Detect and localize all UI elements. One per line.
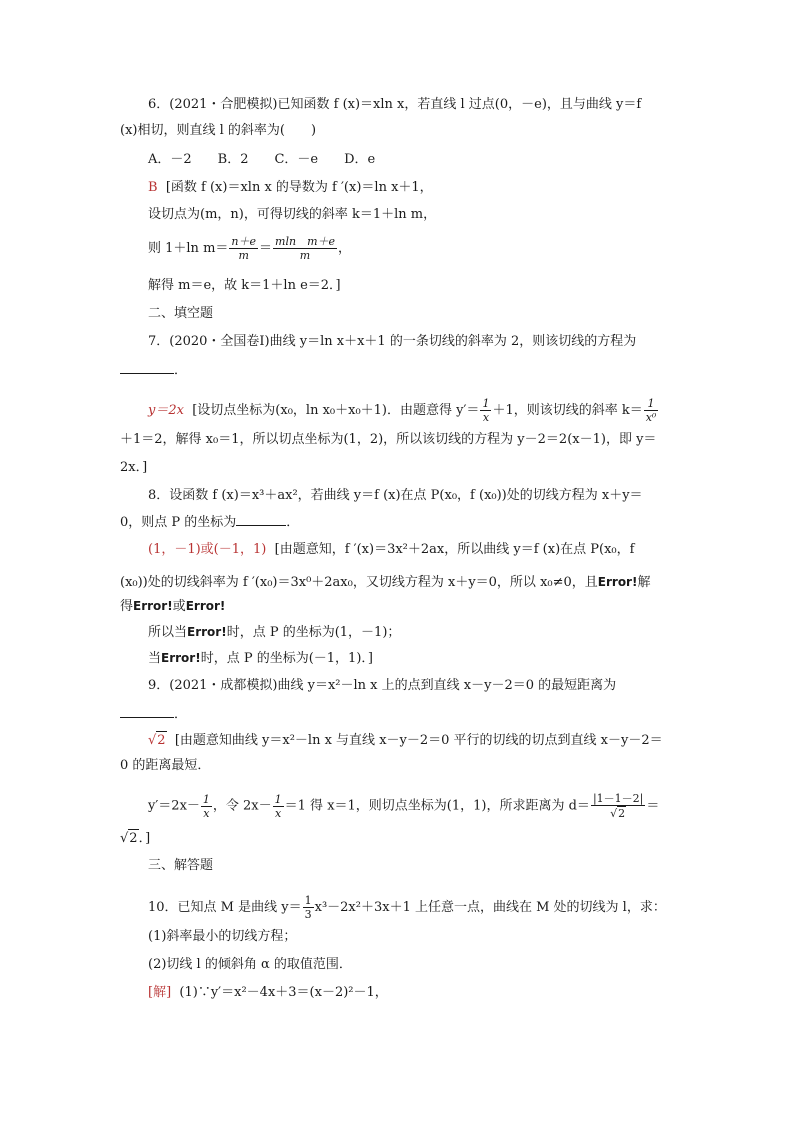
q7-stem-end: ． [174, 363, 188, 378]
q9-dist-num: |1－1－2| [592, 792, 644, 805]
q7-sol1-a: [设切点坐标为(x₀，ln x₀＋x₀＋1)．由题意得 y′＝ [192, 403, 480, 418]
q8-solution-line1 [148, 541, 634, 559]
q8-stem-line1: 8．设函数 f (x)＝x³＋ax²，若曲线 y＝f (x)在点 P(x₀，f (x₀))处的切线方程为 x＋y＝ [148, 488, 643, 503]
q8-sol2-a: (x₀))处的切线斜率为 f ′(x₀)＝3x⁰＋2ax₀，又切线方程为 x＋y＝0，所以 x₀≠0，且 [120, 575, 598, 590]
q7-solution-line1 [148, 397, 659, 424]
q9-solution-line4: √2．] [120, 831, 151, 846]
q7-sol1-b: ＋1，则该切线的斜率 k＝ [492, 403, 643, 418]
q8-sol2-b: 解 [637, 575, 651, 590]
q7-frac2-num: 1 [644, 397, 659, 411]
q9-sol3-b: ，令 2x－ [212, 798, 272, 814]
q7-frac1-num: 1 [482, 397, 490, 410]
q8-solution-line5 [148, 649, 373, 668]
section-solution-title: 三、解答题 [148, 858, 214, 873]
q9-solution-line1 [148, 731, 663, 750]
q9-sol3-end: ＝ [646, 798, 660, 814]
q8-answer: (1，－1)或(－1，1) [148, 542, 267, 557]
q7-frac2-den: x⁰ [645, 411, 657, 424]
q6-answer-letter: B [148, 180, 158, 195]
q7-frac1-den: x [482, 411, 490, 424]
q8-sol3-a: 得 [120, 599, 134, 614]
q8-sol1-text: [由题意知，f ′(x)＝3x²＋2ax，所以曲线 y＝f (x)在点 P(x₀，f [274, 542, 635, 557]
q8-sol3-or: 或 [172, 599, 186, 614]
q9-stem-line2 [120, 705, 187, 724]
q8-error-marker: Error! [133, 599, 173, 613]
q6-fraction-2 [273, 235, 337, 262]
q6-stem-line1: 6．(2021・合肥模拟)已知函数 f (x)＝xln x，若直线 l 过点(0，－e)，且与曲线 y＝f [148, 97, 642, 112]
q8-stem-line2 [120, 513, 299, 532]
q8-solution-line4 [148, 623, 400, 642]
q6-fraction-1 [229, 235, 258, 262]
section-fill-in-title: 二、填空题 [148, 306, 214, 321]
q9-solution-line3 [148, 792, 659, 820]
q9-dist-den: √2 [610, 807, 626, 820]
q8-sol4-b: 时，点 P 的坐标为(1，－1)； [226, 625, 401, 640]
q9-answer: √2 [148, 733, 166, 748]
q9-answer-blank [120, 705, 174, 718]
q7-fraction-1 [480, 397, 491, 424]
q9-fraction-2 [273, 793, 284, 820]
q6-frac2-den: m [299, 249, 311, 262]
q8-stem2-a: 0，则点 P 的坐标为 [120, 515, 237, 530]
q9-frac1-den: x [203, 806, 210, 820]
q8-error-marker: Error! [161, 651, 201, 665]
q9-sol3-a: y′＝2x－ [148, 798, 200, 814]
q10-stem-b: x³－2x²＋3x＋1 上任意一点，曲线在 M 处的切线为 l，求： [314, 900, 666, 915]
q8-stem2-b: ． [286, 515, 300, 530]
q9-sol4-end: ．] [138, 831, 151, 846]
q6-frac2-num: mln m＋e [275, 235, 336, 248]
q9-stem-end: ． [174, 707, 188, 722]
q9-frac2-num: 1 [274, 792, 282, 806]
q8-solution-line2 [120, 573, 650, 592]
q10-part2: (2)切线 l 的倾斜角 α 的取值范围． [148, 957, 352, 972]
q6-solution-line4: 解得 m＝e，故 k＝1＋ln e＝2．] [148, 278, 341, 293]
q9-frac1-num: 1 [202, 792, 210, 806]
q9-stem-line1: 9．(2021・成都模拟)曲线 y＝x²－ln x 上的点到直线 x－y－2＝0 的最短距离为 [148, 678, 617, 693]
q6-sol1-text: [函数 f (x)＝xln x 的导数为 f ′(x)＝ln x＋1， [165, 180, 433, 195]
q6-sol3-prefix: 则 1＋ln m＝ [148, 241, 229, 256]
q10-part1: (1)斜率最小的切线方程； [148, 929, 297, 944]
q6-sol3-eq: ＝ [259, 241, 273, 256]
q10-solution-line1 [148, 984, 388, 1002]
q9-sol4-radicand: 2 [129, 831, 138, 846]
q8-sol5-a: 当 [148, 651, 162, 666]
q7-solution-line3: 2x．] [120, 460, 148, 475]
q8-error-marker: Error! [187, 625, 227, 639]
q7-stem-line2 [120, 361, 187, 380]
q8-error-marker: Error! [597, 575, 638, 589]
q10-sol1-text: (1)∵y′＝x²－4x＋3＝(x－2)²－1， [179, 985, 388, 1000]
q6-solution-line3 [148, 235, 351, 262]
q10-jie-label: [解] [148, 985, 172, 1000]
q10-frac-num: 1 [304, 894, 312, 907]
q9-sol1-text: [由题意知曲线 y＝x²－ln x 与直线 x－y－2＝0 平行的切线的切点到直线 x－y－2＝ [174, 733, 663, 748]
q9-fraction-1 [201, 793, 212, 820]
q7-stem-line1: 7．(2020・全国卷Ⅰ)曲线 y＝ln x＋x＋1 的一条切线的斜率为 2，则该切线的方程为 [148, 334, 637, 349]
q9-solution-line2: 0 的距离最短． [120, 758, 211, 773]
q10-fraction [303, 894, 314, 921]
q6-stem-line2: (x)相切，则直线 l 的斜率为( ) [120, 123, 317, 138]
q7-answer: y＝2x [148, 403, 184, 418]
q8-sol5-b: 时，点 P 的坐标为(－1，1)．] [200, 651, 373, 666]
q7-answer-blank [120, 361, 174, 374]
q6-frac1-den: m [238, 249, 249, 262]
q6-frac1-num: n＋e [231, 235, 257, 248]
q8-solution-line3 [120, 597, 225, 616]
q8-error-marker: Error! [185, 599, 226, 613]
q9-sol3-c: ＝1 得 x＝1，则切点坐标为(1，1)，所求距离为 d＝ [284, 798, 590, 814]
q8-answer-blank [236, 513, 286, 526]
q9-dist-den-radicand: 2 [618, 807, 626, 820]
q6-solution-line1 [148, 179, 433, 197]
q10-stem [148, 894, 666, 921]
q10-stem-a: 10．已知点 M 是曲线 y＝ [148, 900, 302, 915]
q6-sol3-post: ， [338, 241, 352, 256]
q6-solution-line2: 设切点为(m，n)，可得切线的斜率 k＝1＋ln m， [148, 207, 437, 222]
q9-answer-radicand: 2 [157, 733, 166, 748]
q8-sol4-a: 所以当 [148, 625, 188, 640]
q9-distance-fraction [591, 792, 645, 820]
q10-frac-den: 3 [304, 908, 312, 921]
q9-frac2-den: x [275, 806, 282, 820]
q7-fraction-2 [644, 397, 659, 424]
q7-solution-line2: ＋1＝2，解得 x₀＝1，所以切点坐标为(1，2)，所以该切线的方程为 y－2＝2(x－1)，即 y＝ [120, 432, 657, 447]
q6-options: A．－2 B．2 C．－e D．e [148, 152, 376, 167]
